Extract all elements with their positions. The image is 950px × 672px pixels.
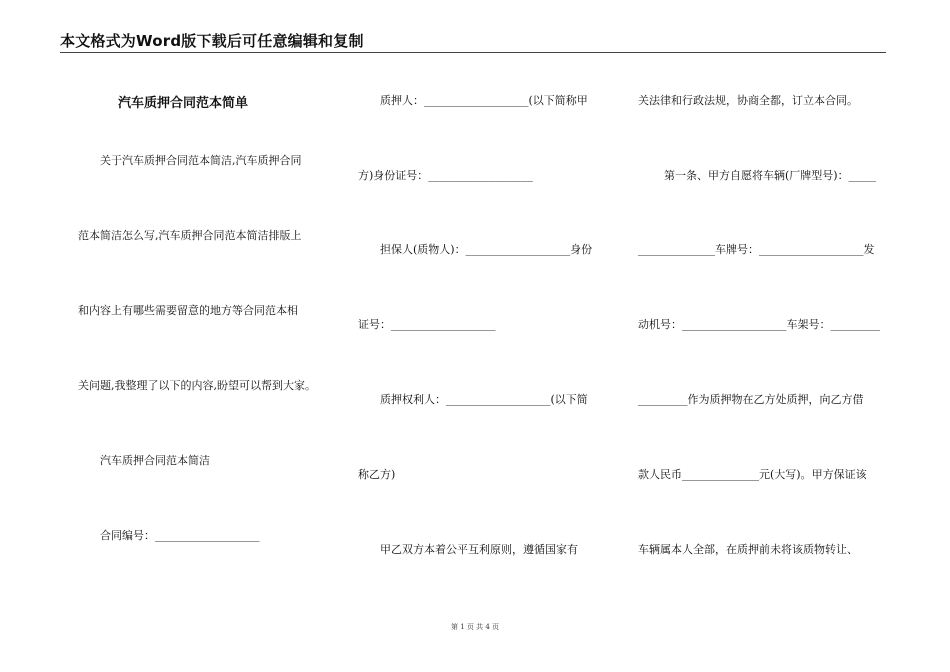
paragraph-line: 关问题,我整理了以下的内容,盼望可以帮到大家。 <box>78 379 316 392</box>
pledgor-line: 质押人：___________________(以下简称甲 <box>380 94 588 107</box>
pledgee-line: 质押权利人：___________________(以下简 <box>380 393 588 406</box>
paragraph-line: _________作为质押物在乙方处质押，向乙方借 <box>638 393 864 406</box>
paragraph-line: 关于汽车质押合同范本简洁,汽车质押合同 <box>100 154 302 167</box>
document-title: 汽车质押合同范本简单 <box>118 96 249 111</box>
paragraph-line: 车辆属本人全部，在质押前未将该质物转让、 <box>638 543 858 556</box>
plate-number-line: ______________车牌号：___________________发 <box>638 243 875 256</box>
article-1-line: 第一条、甲方自愿将车辆(厂牌型号)：_____ <box>664 169 877 182</box>
paragraph-line: 甲乙双方本着公平互利原则，遵循国家有 <box>380 543 578 556</box>
engine-frame-line: 动机号：___________________车架号：_________ <box>638 318 880 331</box>
contract-number-field: 合同编号：___________________ <box>100 529 260 542</box>
page-number: 第 1 页 共 4 页 <box>450 623 500 631</box>
paragraph-line: 称乙方) <box>358 468 396 481</box>
paragraph-line: 和内容上有哪些需要留意的地方等合同范本相 <box>78 304 298 317</box>
section-heading: 汽车质押合同范本简洁 <box>100 454 210 467</box>
paragraph-line: 关法律和行政法规，协商全都，订立本合同。 <box>638 94 858 107</box>
paragraph-line: 范本简洁怎么写,汽车质押合同范本简洁排版上 <box>78 229 302 242</box>
id-number-line: 方)身份证号：___________________ <box>358 169 533 182</box>
header-divider <box>60 52 886 53</box>
loan-amount-line: 款人民币______________元(大写)。甲方保证该 <box>638 468 867 481</box>
download-note: 本文格式为Word版下载后可任意编辑和复制 <box>60 32 364 50</box>
guarantor-line: 担保人(质物人)：___________________身份 <box>380 243 593 256</box>
guarantor-id-line: 证号：___________________ <box>358 318 496 331</box>
